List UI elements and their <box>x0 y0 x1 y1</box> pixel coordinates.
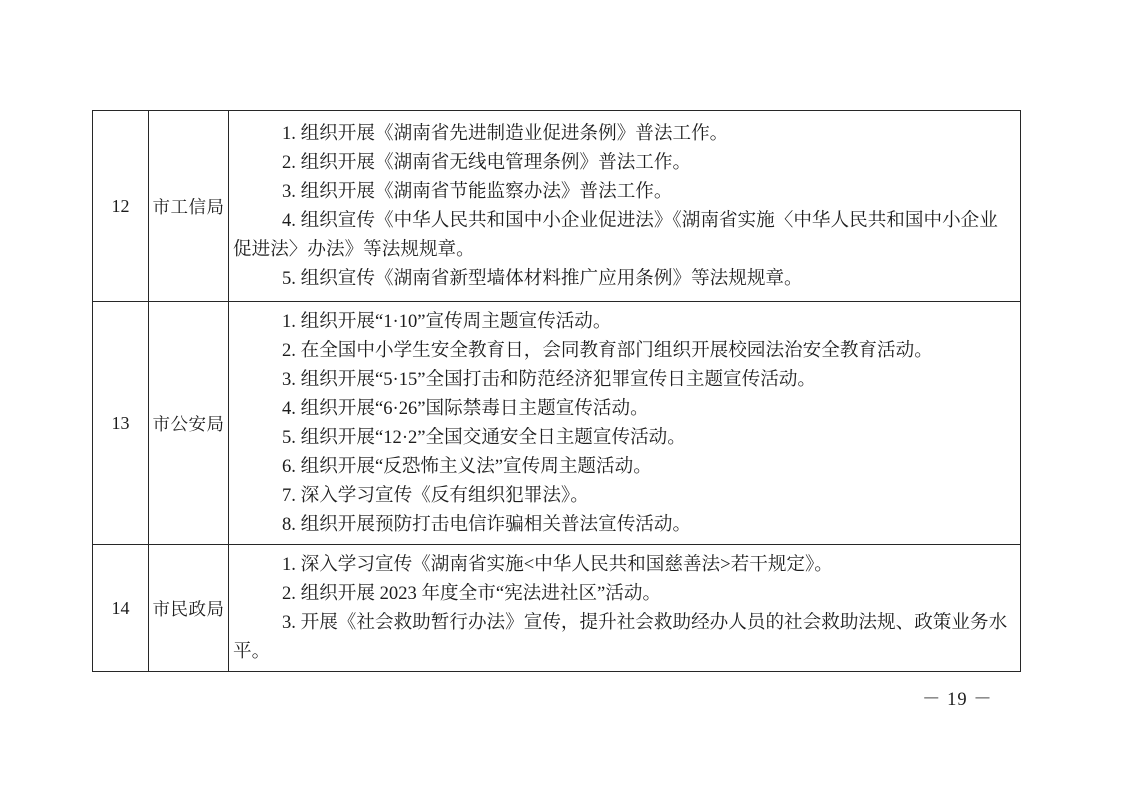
row-index-cell: 13 <box>93 302 149 545</box>
department-cell: 市民政局 <box>149 545 229 672</box>
task-item: 3. 开展《社会救助暂行办法》宣传，提升社会救助经办人员的社会救助法规、政策业务水平。 <box>233 612 1008 662</box>
row-index-cell: 14 <box>93 545 149 672</box>
task-item: 7. 深入学习宣传《反有组织犯罪法》。 <box>282 485 589 506</box>
task-item: 3. 组织开展《湖南省节能监察办法》普法工作。 <box>282 181 673 202</box>
task-item: 5. 组织宣传《湖南省新型墙体材料推广应用条例》等法规规章。 <box>282 268 803 289</box>
task-item: 1. 组织开展“1·10”宣传周主题宣传活动。 <box>282 311 612 332</box>
task-item: 6. 组织开展“反恐怖主义法”宣传周主题活动。 <box>282 456 652 477</box>
row-index-cell: 12 <box>93 111 149 302</box>
tasks-cell <box>229 545 1021 672</box>
task-item: 3. 组织开展“5·15”全国打击和防范经济犯罪宣传日主题宣传活动。 <box>282 369 817 390</box>
tasks-cell <box>229 302 1021 545</box>
table-row <box>93 545 1021 672</box>
department-cell: 市工信局 <box>149 111 229 302</box>
task-item: 2. 在全国中小学生安全教育日，会同教育部门组织开展校园法治安全教育活动。 <box>282 340 933 361</box>
task-item: 4. 组织开展“6·26”国际禁毒日主题宣传活动。 <box>282 398 649 419</box>
task-item: 5. 组织开展“12·2”全国交通安全日主题宣传活动。 <box>282 427 686 448</box>
table-row <box>93 302 1021 545</box>
task-item: 1. 深入学习宣传《湖南省实施<中华人民共和国慈善法>若干规定》。 <box>282 554 833 575</box>
task-item: 8. 组织开展预防打击电信诈骗相关普法宣传活动。 <box>282 514 692 535</box>
work-plan-table <box>92 110 1021 672</box>
task-item: 2. 组织开展 2023 年度全市“宪法进社区”活动。 <box>282 583 662 604</box>
page-number: － 19 － <box>922 690 993 710</box>
task-item: 4. 组织宣传《中华人民共和国中小企业促进法》《湖南省实施〈中华人民共和国中小企业促进法〉办法》等法规规章。 <box>233 210 998 260</box>
task-item: 2. 组织开展《湖南省无线电管理条例》普法工作。 <box>282 152 692 173</box>
table-row <box>93 111 1021 302</box>
tasks-cell <box>229 111 1021 302</box>
department-cell: 市公安局 <box>149 302 229 545</box>
task-item: 1. 组织开展《湖南省先进制造业促进条例》普法工作。 <box>282 123 729 144</box>
